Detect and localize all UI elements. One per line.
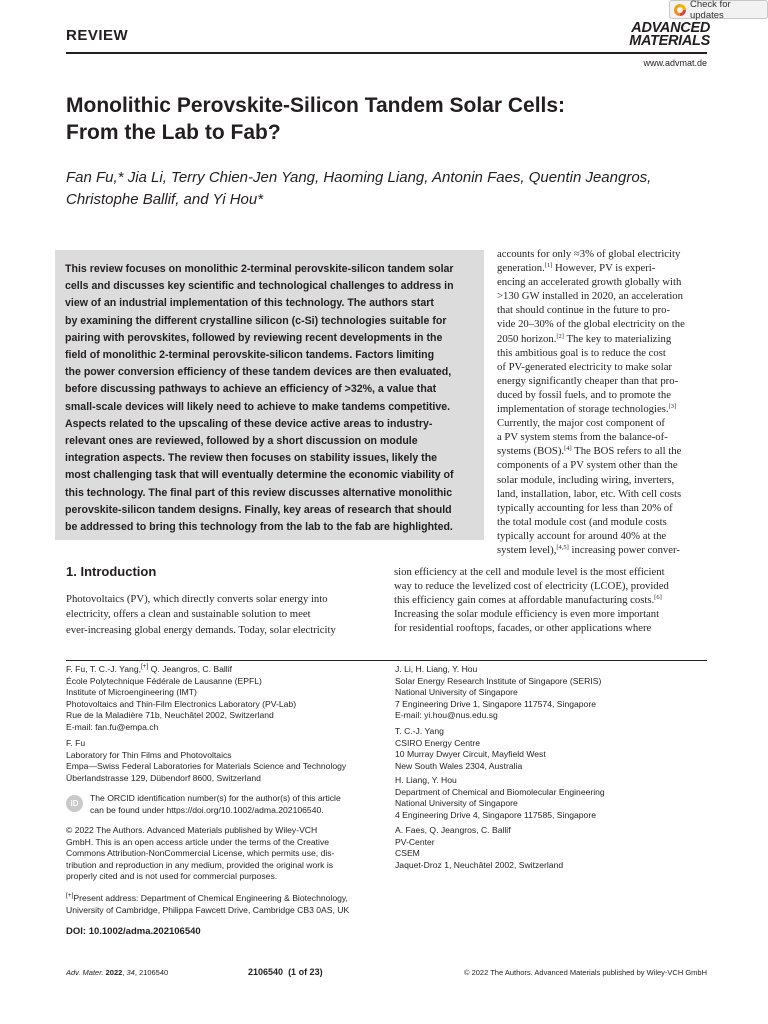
orcid-icon: iD bbox=[66, 795, 83, 812]
present-address-line: University of Cambridge, Philippa Fawcett Drive, Cambridge CB3 0AS, UK bbox=[66, 904, 350, 915]
author-list bbox=[66, 167, 726, 211]
body-line: typically account for around 40% at the bbox=[497, 529, 667, 542]
body-line: Photovoltaics (PV), which directly converts solar energy into bbox=[66, 593, 328, 605]
abstract-text bbox=[65, 261, 475, 536]
journal-logo-line2: MATERIALS bbox=[629, 33, 710, 49]
authors-line: Fan Fu,* Jia Li, Terry Chien-Jen Yang, Haoming Liang, Antonin Faes, Quentin Jeangros, bbox=[66, 169, 652, 186]
abstract-line: pairing with perovskites, followed by reviewing recent developments in the bbox=[65, 331, 443, 344]
license-line: GmbH. This is an open access article under the terms of the Creative bbox=[66, 836, 330, 847]
affiliation-line: Photovoltaics and Thin-Film Electronics Laboratory (PV-Lab) bbox=[66, 698, 297, 709]
author-email[interactable]: E-mail: yi.hou@nus.edu.sg bbox=[395, 710, 498, 720]
affiliation-authors: F. Fu, T. C.-J. Yang,[+] Q. Jeangros, C. Ballif bbox=[66, 663, 232, 674]
orcid-link[interactable]: can be found under https://doi.org/10.1002/adma.202106540. bbox=[90, 804, 324, 815]
abstract-line: This review focuses on monolithic 2-terminal perovskite-silicon tandem solar bbox=[65, 263, 454, 275]
affiliation-line: Solar Energy Research Institute of Singapore (SERIS) bbox=[395, 675, 602, 686]
abstract-box bbox=[55, 250, 484, 540]
affiliation-block bbox=[395, 825, 563, 871]
crossmark-icon bbox=[674, 4, 686, 16]
affiliation-line: École Polytechnique Fédérale de Lausanne (EPFL) bbox=[66, 675, 262, 686]
abstract-line: by examining the different crystalline silicon (c-Si) technologies suitable for bbox=[65, 314, 447, 327]
affiliation-authors: T. C.-J. Yang bbox=[395, 726, 444, 736]
affiliation-authors: A. Faes, Q. Jeangros, C. Ballif bbox=[395, 825, 511, 835]
license-line: © 2022 The Authors. Advanced Materials published by Wiley-VCH bbox=[66, 825, 318, 835]
footer-citation: Adv. Mater. 2022, 34, 2106540 bbox=[66, 968, 169, 977]
present-address-line: [+]Present address: Department of Chemical Engineering & Biotechnology, bbox=[66, 892, 348, 903]
body-line: that should continue in the future to pro- bbox=[497, 304, 671, 317]
affiliation-block bbox=[395, 664, 601, 722]
orcid-note bbox=[90, 793, 341, 816]
affiliation-line: Laboratory for Thin Films and Photovoltaics bbox=[66, 749, 232, 760]
abstract-line: small-scale devices will likely need to achieve to make tandems competitive. bbox=[65, 400, 451, 413]
citation-ref[interactable]: [4,5] bbox=[556, 543, 569, 551]
affiliation-block bbox=[395, 726, 546, 772]
affiliation-authors: F. Fu bbox=[66, 738, 86, 748]
body-line: this efficiency gain comes at affordable manufacturing costs.[6] bbox=[394, 594, 662, 607]
body-line: solar module, including wiring, inverters, bbox=[497, 473, 675, 486]
check-for-updates-button[interactable] bbox=[669, 0, 768, 19]
body-line: typically accounting for less than 20% of bbox=[497, 501, 673, 514]
journal-logo-line1: ADVANCED bbox=[631, 20, 710, 36]
affiliation-block bbox=[66, 738, 346, 784]
affiliation-line: CSIRO Energy Centre bbox=[395, 737, 481, 748]
body-line: implementation of storage technologies.[3] bbox=[497, 403, 677, 416]
affiliation-line: Department of Chemical and Biomolecular Engineering bbox=[395, 786, 605, 797]
citation-ref[interactable]: [1] bbox=[544, 262, 553, 270]
affiliation-block bbox=[66, 664, 296, 733]
author-email[interactable]: E-mail: fan.fu@empa.ch bbox=[66, 721, 159, 732]
body-line: Increasing the solar module efficiency is even more important bbox=[394, 608, 660, 621]
footer-copyright: © 2022 The Authors. Advanced Materials published by Wiley-VCH GmbH bbox=[463, 968, 707, 977]
citation-ref[interactable]: [4] bbox=[564, 445, 572, 453]
affiliation-authors: J. Li, H. Liang, Y. Hou bbox=[395, 664, 478, 674]
header-rule bbox=[66, 52, 707, 54]
affiliation-line: Empa—Swiss Federal Laboratories for Materials Science and Technology bbox=[66, 761, 347, 771]
check-for-updates-label: Check for updates bbox=[689, 0, 731, 21]
license-line: tribution and reproduction in any medium, provided the original work is bbox=[66, 859, 334, 870]
body-line: way to reduce the levelized cost of electricity (LCOE), provided bbox=[394, 580, 669, 593]
abstract-line: field of monolithic 2-terminal perovskite-silicon tandems. Factors limiting bbox=[65, 349, 435, 362]
body-line: systems (BOS).[4] The BOS refers to all the bbox=[497, 445, 682, 458]
abstract-line: integration aspects. The review then focuses on stability issues, likely the bbox=[65, 452, 438, 465]
abstract-line: this technology. The final part of this review discusses alternative monolithic bbox=[65, 486, 453, 499]
affiliation-line: Jaquet-Droz 1, Neuchâtel 2002, Switzerland bbox=[395, 859, 564, 870]
citation-ref[interactable]: [2] bbox=[556, 332, 564, 340]
body-line: encing an accelerated growth globally with bbox=[497, 276, 682, 289]
body-line: 2050 horizon.[2] The key to materializing bbox=[497, 332, 672, 345]
body-line: duced by fossil fuels, and to promote the bbox=[497, 388, 671, 401]
section-label: REVIEW bbox=[66, 27, 129, 44]
body-line: components of a PV system other than the bbox=[497, 459, 678, 472]
intro-paragraph bbox=[66, 592, 376, 638]
license-note bbox=[66, 825, 334, 883]
abstract-line: the power conversion efficiency of these tandem devices are then evaluated, bbox=[65, 366, 452, 379]
journal-url[interactable]: www.advmat.de bbox=[643, 58, 707, 68]
section-heading: 1. Introduction bbox=[66, 564, 157, 579]
body-line: a PV system stems from the balance-of- bbox=[497, 431, 668, 444]
affiliation-line: PV-Center bbox=[395, 836, 435, 847]
affiliation-authors: H. Liang, Y. Hou bbox=[395, 775, 457, 785]
orcid-line: The ORCID identification number(s) for the author(s) of this article bbox=[90, 793, 341, 803]
body-wide-column bbox=[394, 565, 707, 635]
article-title bbox=[66, 92, 686, 146]
affiliation-line: 4 Engineering Drive 4, Singapore 117585, Singapore bbox=[395, 809, 596, 820]
affiliation-line: Überlandstrasse 129, Dübendorf 8600, Switzerland bbox=[66, 772, 261, 783]
body-line: Currently, the major cost component of bbox=[497, 417, 665, 430]
citation-ref[interactable]: [6] bbox=[654, 594, 662, 602]
affiliation-line: National University of Singapore bbox=[395, 687, 518, 697]
body-line: the total module cost (and module costs bbox=[497, 515, 667, 528]
affiliation-line: 10 Murray Dwyer Circuit, Mayfield West bbox=[395, 749, 546, 759]
body-line: vide 20–30% of the global electricity on the bbox=[497, 318, 685, 331]
present-address-note bbox=[66, 893, 349, 916]
abstract-line: perovskite-silicon tandem designs. Finally, key areas of research that should bbox=[65, 503, 452, 516]
body-line: sion efficiency at the cell and module level is the most efficient bbox=[394, 566, 665, 578]
affiliation-line: Institute of Microengineering (IMT) bbox=[66, 687, 197, 697]
body-line: electricity, offers a clean and sustainable solution to meet bbox=[66, 608, 311, 621]
body-line: ever-increasing global energy demands. Today, solar electricity bbox=[66, 623, 336, 636]
abstract-line: be addressed to bring this technology from the lab to the fab are highlighted. bbox=[65, 521, 453, 534]
license-line: Commons Attribution-NonCommercial License, which permits use, dis- bbox=[66, 848, 335, 858]
affiliation-block bbox=[395, 775, 605, 821]
abstract-line: most challenging task that will eventually determine the economic viability of bbox=[65, 469, 454, 482]
abstract-line: Aspects related to the upscaling of these device active areas to industry- bbox=[65, 417, 433, 430]
body-line: for residential rooftops, facades, or other applications where bbox=[394, 622, 652, 635]
body-line: >130 GW installed in 2020, an acceleration bbox=[497, 290, 683, 303]
abstract-line: cells and discusses key scientific and technological challenges to address in bbox=[65, 280, 454, 293]
body-line: energy significantly cheaper than that pro- bbox=[497, 374, 679, 387]
license-line: properly cited and is not used for commercial purposes. bbox=[66, 871, 278, 881]
journal-logo bbox=[602, 22, 710, 48]
affiliation-line: CSEM bbox=[395, 848, 420, 858]
affiliation-line: New South Wales 2304, Australia bbox=[395, 760, 523, 771]
body-line: this ambitious goal is to reduce the cost bbox=[497, 346, 666, 359]
footer-page-number: 2106540 (1 of 23) bbox=[248, 967, 323, 977]
body-line: accounts for only ≈3% of global electricity bbox=[497, 248, 681, 260]
abstract-line: relevant ones are reviewed, followed by a short discussion on module bbox=[65, 435, 418, 448]
abstract-line: before discussing pathways to achieve an efficiency of >32%, a value that bbox=[65, 383, 437, 396]
abstract-line: view of an industrial implementation of this technology. The authors start bbox=[65, 297, 434, 310]
doi-link[interactable]: DOI: 10.1002/adma.202106540 bbox=[66, 926, 201, 937]
affiliation-line: Rue de la Maladière 71b, Neuchâtel 2002, Switzerland bbox=[66, 710, 274, 720]
body-line: of PV-generated electricity to make solar bbox=[497, 360, 672, 373]
authors-line: Christophe Ballif, and Yi Hou* bbox=[66, 191, 264, 208]
body-line: generation.[1] However, PV is experi- bbox=[497, 262, 656, 275]
body-right-column bbox=[497, 247, 707, 557]
body-line: system level),[4,5] increasing power conver- bbox=[497, 543, 680, 556]
affiliation-line: National University of Singapore bbox=[395, 798, 518, 808]
body-line: land, installation, labor, etc. With cell costs bbox=[497, 487, 682, 500]
affiliations-rule bbox=[66, 660, 707, 661]
affiliation-line: 7 Engineering Drive 1, Singapore 117574, Singapore bbox=[395, 698, 596, 709]
citation-ref[interactable]: [3] bbox=[668, 403, 677, 411]
title-line: Monolithic Perovskite-Silicon Tandem Solar Cells: bbox=[66, 94, 566, 117]
title-line: From the Lab to Fab? bbox=[66, 121, 281, 144]
